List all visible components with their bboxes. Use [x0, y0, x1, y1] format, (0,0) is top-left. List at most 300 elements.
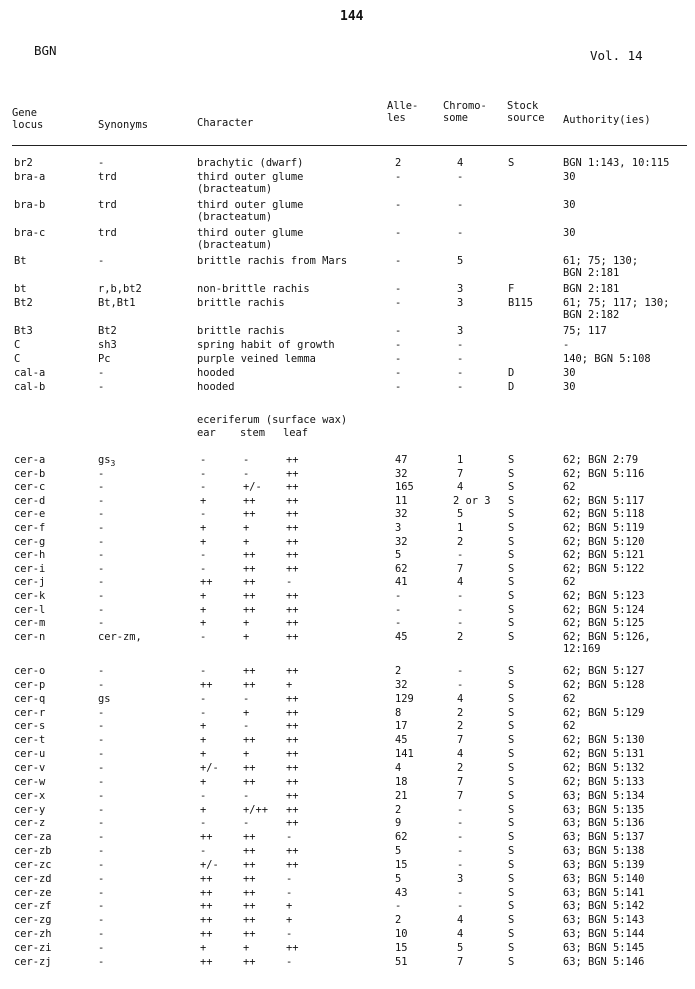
- chromosome: -: [457, 886, 464, 899]
- chromosome: -: [457, 617, 464, 630]
- stock-source: S: [508, 789, 515, 802]
- chromosome: 7: [457, 789, 464, 802]
- synonyms: -: [98, 665, 105, 677]
- gene-locus: cer-x: [14, 789, 46, 802]
- gene-locus: Bt3: [14, 325, 33, 337]
- authority: 63; BGN 5:146: [563, 955, 645, 968]
- alleles: -: [395, 617, 402, 630]
- wax-leaf: ++: [286, 603, 299, 616]
- wax-stem: ++: [243, 549, 256, 562]
- column-header-chromosome: Chromo- some: [443, 100, 487, 124]
- authority: 62; BGN 5:121: [563, 549, 645, 562]
- stock-source: D: [508, 381, 515, 393]
- gene-locus: cer-z: [14, 817, 46, 830]
- stock-source: F: [508, 283, 515, 295]
- gene-locus: cer-a: [14, 454, 46, 466]
- wax-stem: ++: [243, 562, 256, 575]
- chromosome: -: [457, 603, 464, 616]
- alleles: 45: [395, 734, 408, 747]
- alleles: 3: [395, 522, 402, 534]
- wax-leaf: ++: [286, 562, 299, 575]
- synonyms: r,b,bt2: [98, 283, 142, 295]
- chromosome: -: [457, 171, 464, 183]
- synonyms: -: [98, 886, 105, 899]
- gene-locus: bra-b: [14, 199, 46, 211]
- authority: 62; BGN 2:79: [563, 454, 639, 466]
- synonyms: Bt,Bt1: [98, 297, 136, 309]
- alleles: -: [395, 339, 402, 351]
- chromosome: 4: [457, 928, 464, 941]
- authority: 62; BGN 5:127: [563, 665, 645, 677]
- wax-ear: ++: [200, 955, 213, 968]
- wax-ear: ++: [200, 914, 213, 927]
- wax-stem: ++: [243, 900, 256, 913]
- wax-leaf: ++: [286, 775, 299, 788]
- wax-ear: ++: [200, 872, 213, 885]
- synonyms: -: [98, 590, 105, 602]
- alleles: -: [395, 199, 402, 211]
- synonyms: -: [98, 858, 105, 871]
- stock-source: S: [508, 549, 515, 562]
- column-header-stock: Stock source: [507, 100, 545, 124]
- wax-ear: -: [200, 845, 207, 858]
- gene-locus: C: [14, 353, 21, 365]
- authority: 63; BGN 5:137: [563, 831, 645, 844]
- synonyms: $gs_3$: [98, 454, 116, 469]
- wax-leaf: ++: [286, 454, 299, 466]
- alleles: 2: [395, 914, 402, 927]
- wax-stem: -: [243, 817, 250, 830]
- authority: 63; BGN 5:145: [563, 942, 645, 954]
- synonyms: -: [98, 817, 105, 830]
- chromosome: 2 or 3: [453, 494, 491, 507]
- authority: 62; BGN 5:126,: [563, 630, 651, 643]
- wax-ear: -: [200, 817, 207, 830]
- wax-stem: -: [243, 720, 250, 733]
- gene-locus: cer-zj: [14, 955, 52, 968]
- wax-leaf: +: [286, 678, 293, 691]
- synonyms: cer-zm,: [98, 630, 142, 643]
- chromosome: -: [457, 803, 464, 816]
- wax-ear: ++: [200, 831, 213, 844]
- wax-leaf: ++: [286, 761, 299, 774]
- stock-source: S: [508, 803, 515, 816]
- chromosome: -: [457, 367, 464, 379]
- wax-leaf: +: [286, 914, 293, 927]
- column-header-authority: Authority(ies): [563, 114, 651, 126]
- gene-locus: cal-a: [14, 367, 46, 379]
- gene-locus: Bt: [14, 255, 27, 267]
- synonyms: trd: [98, 171, 117, 183]
- wax-ear: -: [200, 706, 207, 719]
- wax-leaf: ++: [286, 706, 299, 719]
- synonyms: trd: [98, 227, 117, 239]
- wax-leaf: ++: [286, 481, 299, 494]
- chromosome: -: [457, 845, 464, 858]
- chromosome: 4: [457, 748, 464, 761]
- alleles: 2: [395, 665, 402, 677]
- gene-locus: cer-u: [14, 748, 46, 761]
- chromosome: -: [457, 227, 464, 239]
- wax-stem: ++: [243, 590, 256, 602]
- authority: 30: [563, 171, 576, 183]
- wax-stem: +: [243, 617, 250, 630]
- cer-header-ear: ear: [197, 427, 216, 439]
- authority: BGN 2:181: [563, 283, 620, 295]
- alleles: 2: [395, 157, 402, 169]
- alleles: -: [395, 255, 402, 267]
- chromosome: 4: [457, 481, 464, 494]
- chromosome: 2: [457, 761, 464, 774]
- alleles: -: [395, 590, 402, 602]
- stock-source: S: [508, 603, 515, 616]
- synonyms: -: [98, 761, 105, 774]
- chromosome: 4: [457, 692, 464, 705]
- authority: 62; BGN 5:120: [563, 535, 645, 548]
- synonyms: -: [98, 255, 105, 267]
- wax-leaf: ++: [286, 494, 299, 507]
- wax-stem: ++: [243, 831, 256, 844]
- authority: 62; BGN 5:131: [563, 748, 645, 761]
- chromosome: 3: [457, 325, 464, 337]
- stock-source: S: [508, 576, 515, 589]
- wax-stem: ++: [243, 678, 256, 691]
- authority: 62: [563, 576, 576, 589]
- wax-stem: +/-: [243, 481, 262, 494]
- character-continued: (bracteatum): [197, 183, 273, 195]
- stock-source: S: [508, 955, 515, 968]
- stock-source: S: [508, 734, 515, 747]
- authority: 62; BGN 5:117: [563, 494, 645, 507]
- synonyms: -: [98, 803, 105, 816]
- gene-locus: cer-j: [14, 576, 46, 589]
- synonyms: -: [98, 367, 105, 379]
- alleles: -: [395, 171, 402, 183]
- gene-locus: cer-zi: [14, 942, 52, 954]
- chromosome: 7: [457, 734, 464, 747]
- alleles: 17: [395, 720, 408, 733]
- wax-stem: ++: [243, 508, 256, 521]
- stock-source: S: [508, 617, 515, 630]
- alleles: -: [395, 381, 402, 393]
- authority: 63; BGN 5:141: [563, 886, 645, 899]
- column-header-alleles: Alle- les: [387, 100, 419, 124]
- alleles: 15: [395, 858, 408, 871]
- stock-source: S: [508, 720, 515, 733]
- authority: 62: [563, 720, 576, 733]
- chromosome: 2: [457, 630, 464, 643]
- authority: 63; BGN 5:143: [563, 914, 645, 927]
- header-right: Vol. 14: [590, 48, 643, 63]
- wax-leaf: ++: [286, 467, 299, 480]
- wax-stem: ++: [243, 928, 256, 941]
- gene-locus: cer-h: [14, 549, 46, 562]
- gene-locus: cer-y: [14, 803, 46, 816]
- chromosome: 2: [457, 535, 464, 548]
- alleles: -: [395, 227, 402, 239]
- chromosome: -: [457, 831, 464, 844]
- wax-ear: -: [200, 562, 207, 575]
- synonyms: -: [98, 845, 105, 858]
- wax-ear: +: [200, 494, 207, 507]
- stock-source: S: [508, 914, 515, 927]
- alleles: -: [395, 900, 402, 913]
- alleles: 32: [395, 535, 408, 548]
- synonyms: -: [98, 734, 105, 747]
- wax-stem: -: [243, 467, 250, 480]
- wax-stem: ++: [243, 886, 256, 899]
- alleles: 9: [395, 817, 402, 830]
- wax-leaf: ++: [286, 789, 299, 802]
- synonyms: -: [98, 508, 105, 521]
- wax-leaf: ++: [286, 720, 299, 733]
- wax-leaf: ++: [286, 549, 299, 562]
- gene-locus: cer-g: [14, 535, 46, 548]
- wax-stem: ++: [243, 576, 256, 589]
- wax-ear: ++: [200, 678, 213, 691]
- synonyms: -: [98, 522, 105, 534]
- synonyms: -: [98, 872, 105, 885]
- gene-locus: cer-l: [14, 603, 46, 616]
- stock-source: S: [508, 831, 515, 844]
- alleles: 10: [395, 928, 408, 941]
- stock-source: S: [508, 817, 515, 830]
- wax-leaf: -: [286, 955, 293, 968]
- stock-source: S: [508, 562, 515, 575]
- gene-locus: br2: [14, 157, 33, 169]
- wax-ear: +: [200, 720, 207, 733]
- gene-locus: cer-v: [14, 761, 46, 774]
- authority: 62; BGN 5:130: [563, 734, 645, 747]
- authority: 30: [563, 199, 576, 211]
- authority: 62; BGN 5:116: [563, 467, 645, 480]
- chromosome: -: [457, 590, 464, 602]
- chromosome: -: [457, 549, 464, 562]
- cer-header-leaf: leaf: [283, 427, 309, 439]
- wax-leaf: ++: [286, 748, 299, 761]
- alleles: -: [395, 367, 402, 379]
- chromosome: 5: [457, 942, 464, 954]
- synonyms: -: [98, 617, 105, 630]
- alleles: 165: [395, 481, 414, 494]
- synonyms: -: [98, 831, 105, 844]
- stock-source: S: [508, 590, 515, 602]
- character: third outer glume: [197, 171, 304, 183]
- chromosome: -: [457, 900, 464, 913]
- stock-source: S: [508, 886, 515, 899]
- alleles: 2: [395, 803, 402, 816]
- authority: 62: [563, 481, 576, 494]
- synonyms: -: [98, 720, 105, 733]
- synonyms: -: [98, 955, 105, 968]
- wax-leaf: ++: [286, 692, 299, 705]
- alleles: 43: [395, 886, 408, 899]
- gene-locus: cal-b: [14, 381, 46, 393]
- chromosome: 3: [457, 297, 464, 309]
- alleles: 11: [395, 494, 408, 507]
- wax-leaf: ++: [286, 942, 299, 954]
- character: brittle rachis from Mars: [197, 255, 348, 267]
- stock-source: S: [508, 481, 515, 494]
- wax-stem: ++: [243, 955, 256, 968]
- wax-ear: +: [200, 942, 207, 954]
- wax-leaf: -: [286, 576, 293, 589]
- chromosome: 5: [457, 508, 464, 521]
- cer-header-title: eceriferum (surface wax): [197, 414, 348, 426]
- authority: 62; BGN 5:125: [563, 617, 645, 630]
- alleles: -: [395, 353, 402, 365]
- wax-ear: -: [200, 467, 207, 480]
- chromosome: 4: [457, 914, 464, 927]
- stock-source: S: [508, 494, 515, 507]
- wax-stem: ++: [243, 665, 256, 677]
- alleles: 51: [395, 955, 408, 968]
- authority: 30: [563, 381, 576, 393]
- chromosome: -: [457, 858, 464, 871]
- alleles: 32: [395, 467, 408, 480]
- chromosome: 7: [457, 775, 464, 788]
- gene-locus: cer-f: [14, 522, 46, 534]
- wax-leaf: -: [286, 831, 293, 844]
- authority: 63; BGN 5:138: [563, 845, 645, 858]
- gene-locus: cer-e: [14, 508, 46, 521]
- cer-header-stem: stem: [240, 427, 266, 439]
- gene-locus: cer-zg: [14, 914, 52, 927]
- gene-locus: cer-c: [14, 481, 46, 494]
- alleles: 5: [395, 845, 402, 858]
- chromosome: -: [457, 817, 464, 830]
- gene-locus: cer-r: [14, 706, 46, 719]
- stock-source: S: [508, 678, 515, 691]
- wax-stem: +: [243, 535, 250, 548]
- gene-locus: cer-i: [14, 562, 46, 575]
- gene-locus: cer-zd: [14, 872, 52, 885]
- synonyms: -: [98, 157, 105, 169]
- wax-stem: ++: [243, 872, 256, 885]
- gene-locus: cer-zc: [14, 858, 52, 871]
- synonyms: -: [98, 381, 105, 393]
- authority: 63; BGN 5:134: [563, 789, 645, 802]
- wax-leaf: -: [286, 928, 293, 941]
- wax-stem: -: [243, 692, 250, 705]
- alleles: 62: [395, 831, 408, 844]
- chromosome: -: [457, 678, 464, 691]
- header-left: BGN: [34, 43, 57, 58]
- stock-source: S: [508, 872, 515, 885]
- header-rule: [12, 145, 687, 146]
- wax-ear: ++: [200, 928, 213, 941]
- alleles: -: [395, 603, 402, 616]
- wax-ear: -: [200, 630, 207, 643]
- synonyms: -: [98, 535, 105, 548]
- chromosome: -: [457, 381, 464, 393]
- chromosome: 5: [457, 255, 464, 267]
- alleles: 32: [395, 508, 408, 521]
- synonyms: gs: [98, 692, 111, 705]
- chromosome: 2: [457, 720, 464, 733]
- synonyms: -: [98, 678, 105, 691]
- synonyms: -: [98, 603, 105, 616]
- wax-stem: +: [243, 522, 250, 534]
- wax-leaf: ++: [286, 590, 299, 602]
- alleles: 32: [395, 678, 408, 691]
- gene-locus: cer-d: [14, 494, 46, 507]
- alleles: 45: [395, 630, 408, 643]
- wax-stem: ++: [243, 845, 256, 858]
- wax-ear: +: [200, 775, 207, 788]
- wax-ear: -: [200, 789, 207, 802]
- wax-ear: +: [200, 522, 207, 534]
- authority: 63; BGN 5:136: [563, 817, 645, 830]
- stock-source: S: [508, 845, 515, 858]
- wax-ear: -: [200, 549, 207, 562]
- wax-stem: +: [243, 630, 250, 643]
- stock-source: S: [508, 775, 515, 788]
- synonyms: -: [98, 562, 105, 575]
- wax-stem: +: [243, 706, 250, 719]
- wax-ear: -: [200, 481, 207, 494]
- wax-ear: +/-: [200, 761, 219, 774]
- gene-locus: cer-s: [14, 720, 46, 733]
- stock-source: S: [508, 900, 515, 913]
- stock-source: S: [508, 761, 515, 774]
- character-continued: (bracteatum): [197, 239, 273, 251]
- authority: 63; BGN 5:139: [563, 858, 645, 871]
- authority: 62; BGN 5:123: [563, 590, 645, 602]
- character: spring habit of growth: [197, 339, 335, 351]
- synonyms: -: [98, 706, 105, 719]
- wax-leaf: ++: [286, 803, 299, 816]
- stock-source: D: [508, 367, 515, 379]
- character: non-brittle rachis: [197, 283, 310, 295]
- chromosome: 7: [457, 955, 464, 968]
- wax-leaf: ++: [286, 858, 299, 871]
- synonyms: sh3: [98, 339, 117, 351]
- column-header-synonyms: Synonyms: [98, 119, 149, 131]
- wax-stem: ++: [243, 734, 256, 747]
- wax-leaf: -: [286, 872, 293, 885]
- wax-stem: ++: [243, 603, 256, 616]
- authority-continued: 12:169: [563, 643, 601, 656]
- gene-locus: bt: [14, 283, 27, 295]
- synonyms: -: [98, 576, 105, 589]
- wax-ear: -: [200, 692, 207, 705]
- authority: 63; BGN 5:144: [563, 928, 645, 941]
- gene-locus: cer-zf: [14, 900, 52, 913]
- character: brittle rachis: [197, 297, 285, 309]
- synonyms: Pc: [98, 353, 111, 365]
- authority: -: [563, 339, 570, 351]
- stock-source: S: [508, 508, 515, 521]
- synonyms: -: [98, 942, 105, 954]
- wax-leaf: ++: [286, 665, 299, 677]
- alleles: -: [395, 283, 402, 295]
- alleles: -: [395, 325, 402, 337]
- authority: 140; BGN 5:108: [563, 353, 651, 365]
- character: hooded: [197, 367, 235, 379]
- wax-stem: +: [243, 748, 250, 761]
- alleles: 47: [395, 454, 408, 466]
- alleles: 141: [395, 748, 414, 761]
- wax-stem: -: [243, 789, 250, 802]
- gene-locus: bra-c: [14, 227, 46, 239]
- wax-ear: +: [200, 803, 207, 816]
- synonyms: -: [98, 748, 105, 761]
- character: purple veined lemma: [197, 353, 316, 365]
- synonyms: -: [98, 549, 105, 562]
- stock-source: S: [508, 942, 515, 954]
- alleles: 5: [395, 549, 402, 562]
